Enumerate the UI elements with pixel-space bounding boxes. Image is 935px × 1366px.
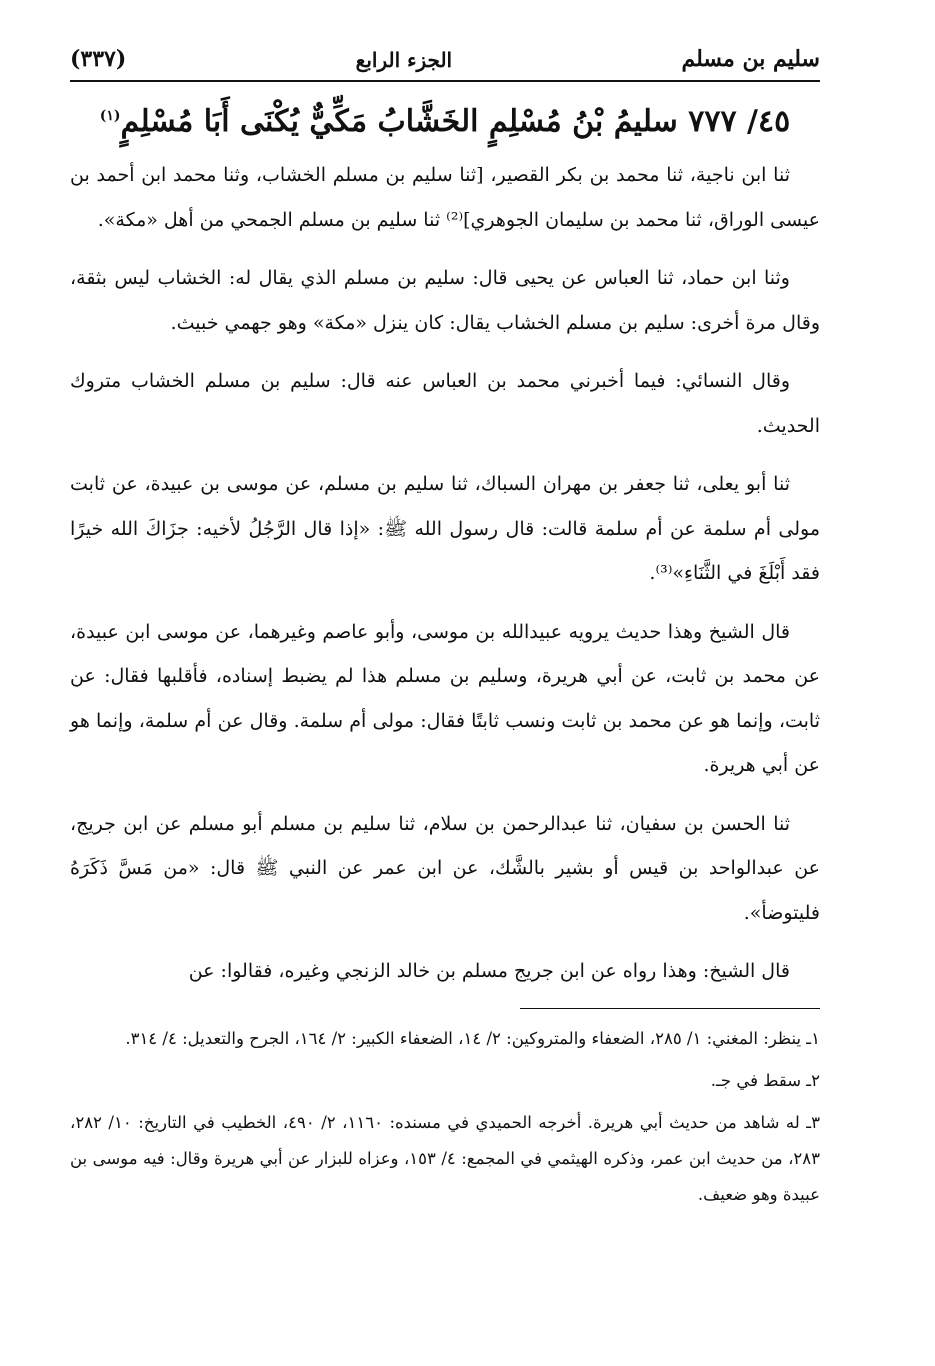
book-page	[70, 30, 820, 1219]
entry-title	[70, 102, 820, 141]
footnote-3: ٣ـ له شاهد من حديث أبي هريرة. أخرجه الحميدي في مسنده: ١١٦٠، ٢/ ٤٩٠، الخطيب في التاريخ: ١٠/ ٢٨٢، ٢٨٣، من حديث ابن عمر، وذكره الهيثمي في المجمع: ٤/ ١٥٣، وعزاه للبزار عن أبي هريرة وقال: فيه موسى بن عبيدة وهو ضعيف.	[70, 1112, 821, 1204]
header-section-title: سليم بن مسلم	[681, 46, 820, 72]
paragraph-1: ثنا ابن ناجية، ثنا محمد بن بكر القصير، [ثنا سليم بن مسلم الخشاب، وثنا محمد ابن أحمد بن عيسى الوراق، ثنا محمد بن سليمان الجوهري]⁽²⁾ ثنا سليم بن مسلم الجمحي من أهل «مكة».	[70, 164, 820, 231]
entry-title-text: ٤٥/ ٧٧٧ سليمُ بْنُ مُسْلِمٍ الخَشَّابُ مَكِّيٌّ يُكْنَى أَبَا مُسْلِمٍ	[120, 104, 791, 139]
footnote-2: ٢ـ سقط في جـ.	[710, 1070, 820, 1090]
header-volume: الجزء الرابع	[355, 48, 453, 72]
title-footnote-ref: (١)	[99, 108, 121, 124]
page-number: (٣٣٧)	[70, 46, 127, 72]
paragraph-7: قال الشيخ: وهذا رواه عن ابن جريج مسلم بن خالد الزنجي وغيره، فقالوا: عن	[188, 960, 790, 982]
footnote-divider	[520, 1008, 820, 1009]
paragraph-3: وقال النسائي: فيما أخبرني محمد بن العباس عنه قال: سليم بن مسلم الخشاب متروك الحديث.	[70, 370, 820, 437]
running-header	[70, 30, 820, 82]
footnote-1: ١ـ ينظر: المغني: ١/ ٢٨٥، الضعفاء والمتروكين: ٢/ ١٤، الضعفاء الكبير: ٢/ ١٦٤، الجرح والتعديل: ٤/ ٣١٤.	[125, 1028, 820, 1048]
paragraph-6: ثنا الحسن بن سفيان، ثنا عبدالرحمن بن سلام، ثنا سليم بن مسلم أبو مسلم عن ابن جريج، عن عبدالواحد بن قيس أو بشير بالشَّك، عن ابن عمر عن النبي ﷺ قال: «من مَسَّ ذَكَرَهُ فليتوضأ».	[70, 812, 820, 924]
paragraph-4: ثنا أبو يعلى، ثنا جعفر بن مهران السباك، ثنا سليم بن مسلم، عن موسى بن عبيدة، عن ثابت مولى أم سلمة عن أم سلمة قالت: قال رسول الله ﷺ: «إذا قال الرَّجُلُ لأخيه: جزَاكَ الله خيرًا فقد أَبْلَغَ في الثَّنَاءِ»⁽³⁾.	[70, 473, 820, 584]
paragraph-5: قال الشيخ وهذا حديث يرويه عبيدالله بن موسى، وأبو عاصم وغيرهما، عن موسى ابن عبيدة، عن محمد بن ثابت، عن أبي هريرة، وسليم بن مسلم هذا لم يضبط إسناده، فأقلبها فقال: عن ثابت، وإنما هو عن محمد بن ثابت ونسب ثابتًا فقال: مولى أم سلمة. وقال عن أم سلمة، وإنما هو عن أبي هريرة.	[70, 620, 820, 776]
paragraph-2: وثنا ابن حماد، ثنا العباس عن يحيى قال: سليم بن مسلم الذي يقال له: الخشاب ليس بثقة، وقال مرة أخرى: سليم بن مسلم الخشاب يقال: كان ينزل «مكة» وهو جهمي خبيث.	[70, 267, 820, 334]
